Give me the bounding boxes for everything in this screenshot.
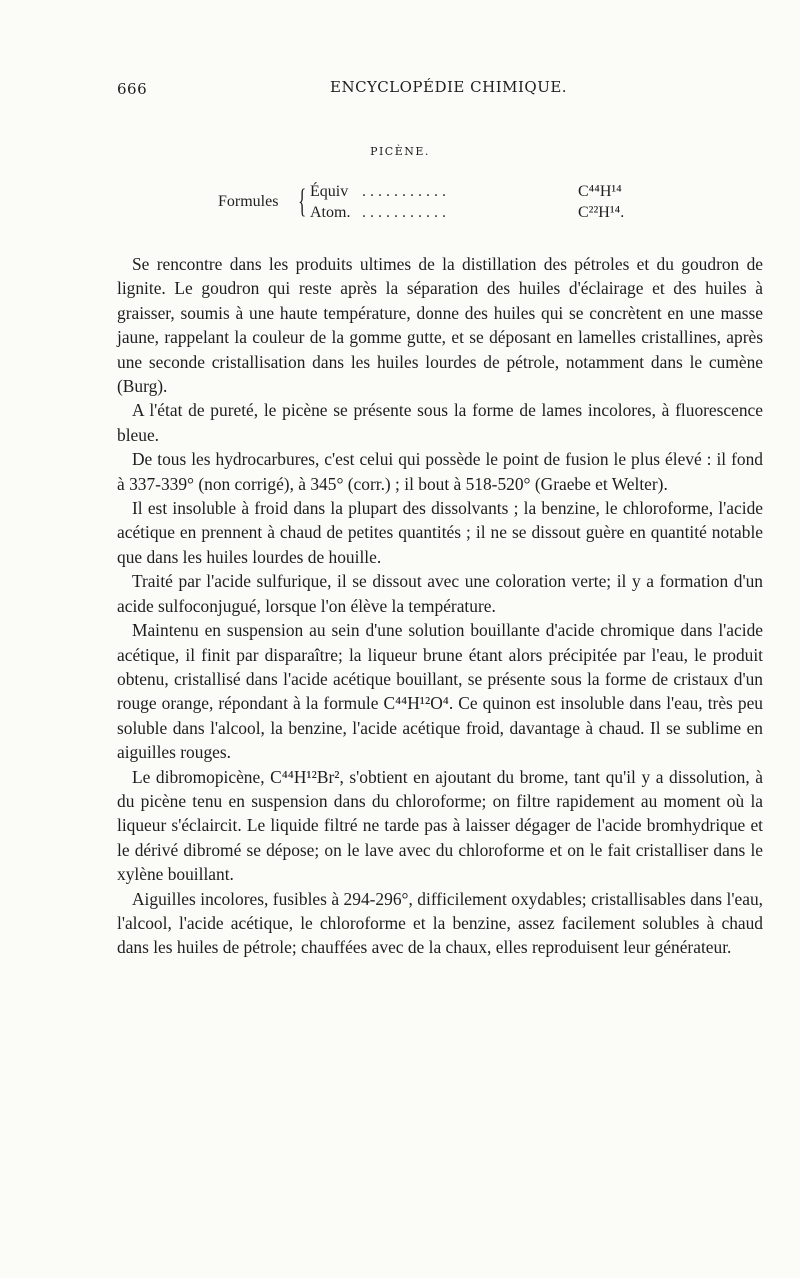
paragraph-properties: Aiguilles incolores, fusibles à 294-296°, difficilement oxydables; cristallisables dans l'eau, l'alcool, l'acide acétique, le chloroforme et la benzine, assez facilement solubles à chaud dans les huiles de pétrole; chauffées avec de la chaux, elles reproduisent leur générateur. xyxy=(117,888,763,958)
formula-value: C⁴⁴H¹⁴ xyxy=(578,183,622,200)
paragraph-solubility: Il est insoluble à froid dans la plupart des dissolvants ; la benzine, le chloroforme, l'acide acétique en prennent à chaud de petites quantités ; il ne se dissout guère en quantité notable que dans les huiles lourdes de houille. xyxy=(117,498,763,567)
page-header xyxy=(0,76,800,106)
paragraph-occurrence: Se rencontre dans les produits ultimes de la distillation des pétroles et du goudron de lignite. Le goudron qui reste après la séparation des huiles d'éclairage et des huiles à graisser, soumis à une haute température, donne des huiles qui se concrètent en une masse jaune, rappelant la couleur de la gomme gutte, et se déposant en lamelles cristallines, après une seconde cristallisation dans les huiles lourdes de pétrole, notamment dans le cumène (Burg). xyxy=(117,254,763,397)
dot-leader: ........... xyxy=(362,183,450,200)
paragraph-appearance: A l'état de pureté, le picène se présente sous la forme de lames incolores, à fluorescence bleue. xyxy=(117,400,763,445)
dot-leader: ........... xyxy=(362,204,450,221)
paragraph-sulfuric-acid: Traité par l'acide sulfurique, il se dissout avec une coloration verte; il y a formation d'un acide sulfoconjugué, lorsque l'on élève la température. xyxy=(117,571,763,616)
formulas-label: Formules xyxy=(218,193,279,210)
formula-row-atom xyxy=(310,204,710,226)
section-title: PICÈNE. xyxy=(370,145,430,158)
formula-name: Équiv xyxy=(310,183,349,200)
paragraph-chromic-acid: Maintenu en suspension au sein d'une solution bouillante d'acide chromique dans l'acide acétique, il finit par disparaître; la liqueur brune étant alors précipitée par l'eau, le produit obtenu, cristallisé dans l'acide acétique bouillant, se présente sous la forme de cristaux d'un rouge orange, répondant à la formule C⁴⁴H¹²O⁴. Ce quinon est insoluble dans l'eau, très peu soluble dans l'alcool, la benzine, l'acide acétique froid, davantage à chaud. Il se sublime en aiguilles rouges. xyxy=(117,620,763,763)
formula-name: Atom. xyxy=(310,204,351,221)
formula-block xyxy=(0,180,800,230)
formula-row-equiv xyxy=(310,183,710,205)
paragraph-dibromopicene: Le dibromopicène, C⁴⁴H¹²Br², s'obtient en ajoutant du brome, tant qu'il y a dissolution, à du picène tenu en suspension dans du chloroforme; on filtre rapidement au moment où la liqueur s'éclaircit. Le liquide filtré ne tarde pas à laisser dégager de l'acide bromhydrique et le dérivé dibromé se dépose; on le lave avec du chloroforme et on le fait cristalliser dans le xylène bouillant. xyxy=(117,766,763,885)
formula-value: C²²H¹⁴. xyxy=(578,204,625,221)
page-number: 666 xyxy=(117,80,148,98)
body-text xyxy=(117,252,763,960)
running-title: ENCYCLOPÉDIE CHIMIQUE. xyxy=(330,78,568,96)
paragraph-melting-point: De tous les hydrocarbures, c'est celui qui possède le point de fusion le plus élevé : il fond à 337-339° (non corrigé), à 345° (corr.) ; il bout à 518-520° (Graebe et Welter). xyxy=(117,449,763,494)
curly-brace-icon: { xyxy=(298,183,307,220)
